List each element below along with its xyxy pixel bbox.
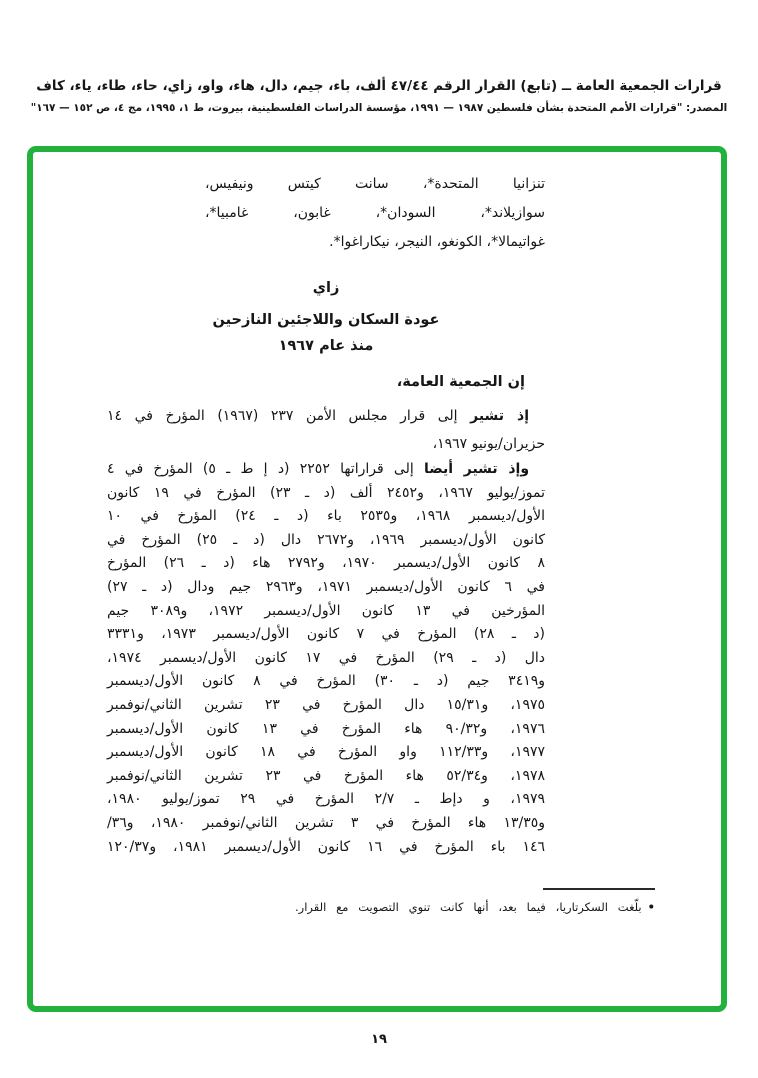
- page-header: قرارات الجمعية العامة ــ (تابع) القرار الرقم ٤٧/٤٤ ألف، باء، جيم، دال، هاء، واو، زاي، حاء، طاء، ياء، كاف: [36, 78, 722, 94]
- section-letter: زاي: [312, 280, 340, 296]
- source-line: المصدر: "قرارات الأمم المتحدة بشأن فلسطين ١٩٨٧ — ١٩٩١، مؤسسة الدراسات الفلسطينية، بيروت، ط ١، ١٩٩٥، مج ٤، ص ١٥٢ — ١٦٧": [30, 102, 728, 114]
- text-line: في ٦ كانون الأول/ديسمبر ١٩٧١، و٢٩٦٣ جيم ودال (د ـ ٢٧): [107, 578, 545, 595]
- text-line: إذ تشير إلى قرار مجلس الأمن ٢٣٧ (١٩٦٧) المؤرخ في ١٤: [107, 408, 529, 424]
- text-line: و١٣/٣٥ هاء المؤرخ في ٣ تشرين الثاني/نوفمبر ١٩٨٠، و٣٦/: [107, 814, 545, 831]
- footnote-bullet-icon: •: [647, 900, 655, 914]
- text-line: (د ـ ٢٨) المؤرخ في ٧ كانون الأول/ديسمبر ١٩٧٣، و٣٣٣١: [107, 626, 546, 643]
- text-line: كانون الأول/ديسمبر ١٩٦٩، و٢٦٧٢ دال (د ـ ٢٥) المؤرخ في: [107, 531, 546, 548]
- content-frame: [27, 146, 727, 1012]
- text-line: ١٩٧٧، و١١٢/٣٣ واو المؤرخ في ١٨ كانون الأول/ديسمبر: [107, 744, 546, 761]
- paragraph-recalling: [107, 402, 545, 458]
- page-number: ١٩: [371, 1032, 387, 1047]
- continuation-country-list: [205, 170, 545, 257]
- text-line: ١٤٦ باء المؤرخ في ١٦ كانون الأول/ديسمبر ١٩٨١، و١٢٠/٣٧: [107, 838, 546, 855]
- resolution-title-line2: منذ عام ١٩٦٧: [278, 338, 374, 354]
- text-line: المؤرخين في ١٣ كانون الأول/ديسمبر ١٩٧٢، و٣٠٨٩ جيم: [107, 602, 545, 619]
- text-line: حزيران/يونيو ١٩٦٧،: [432, 436, 545, 452]
- text-line: ١٩٧٩، و دإط ـ ٢/٧ المؤرخ في ٢٩ تموز/يوليو ١٩٨٠،: [107, 791, 546, 808]
- text-line: غواتيمالا*، الكونغو، النيجر، نيكاراغوا*.: [329, 234, 545, 250]
- text-line: وإذ تشير أيضا إلى قراراتها ٢٢٥٢ (د إ ط ـ ٥) المؤرخ في ٤: [107, 461, 530, 477]
- footnote-separator: [543, 888, 655, 890]
- paragraph-recalling-also: [107, 458, 545, 859]
- footnote: [295, 898, 655, 917]
- text-line: دال (د ـ ٢٩) المؤرخ في ١٧ كانون الأول/ديسمبر ١٩٧٤،: [107, 649, 545, 666]
- text-line: تموز/يوليو ١٩٦٧، و٢٤٥٢ ألف (د ـ ٢٣) المؤرخ في ١٩ كانون: [107, 484, 545, 501]
- text-line: ١٩٧٦، و٩٠/٣٢ هاء المؤرخ في ١٣ كانون الأول/ديسمبر: [107, 720, 545, 737]
- text-line: تنزانيا المتحدة*، سانت كيتس ونيفيس،: [205, 176, 545, 192]
- text-line: ١٩٧٨، و٥٢/٣٤ هاء المؤرخ في ٢٣ تشرين الثاني/نوفمبر: [107, 767, 545, 784]
- footnote-text: بلّغت السكرتاريا، فيما بعد، أنها كانت تنوي التصويت مع القرار.: [295, 900, 642, 914]
- resolution-title-line1: عودة السكان واللاجئين النازحين: [212, 312, 440, 328]
- text-line: ١٩٧٥، و١٥/٣١ دال المؤرخ في ٢٣ تشرين الثاني/نوفمبر: [107, 696, 545, 713]
- preamble-intro: إن الجمعية العامة،: [396, 374, 525, 390]
- text-line: الأول/ديسمبر ١٩٦٨، و٢٥٣٥ باء (د ـ ٢٤) المؤرخ في ١٠: [107, 508, 546, 525]
- text-line: سوازيلاند*، السودان*، غابون، غامبيا*،: [205, 205, 545, 221]
- text-line: و٣٤١٩ جيم (د ـ ٣٠) المؤرخ في ٨ كانون الأول/ديسمبر: [107, 673, 546, 690]
- text-line: ٨ كانون الأول/ديسمبر ١٩٧٠، و٢٧٩٢ هاء (د ـ ٢٦) المؤرخ: [107, 555, 545, 572]
